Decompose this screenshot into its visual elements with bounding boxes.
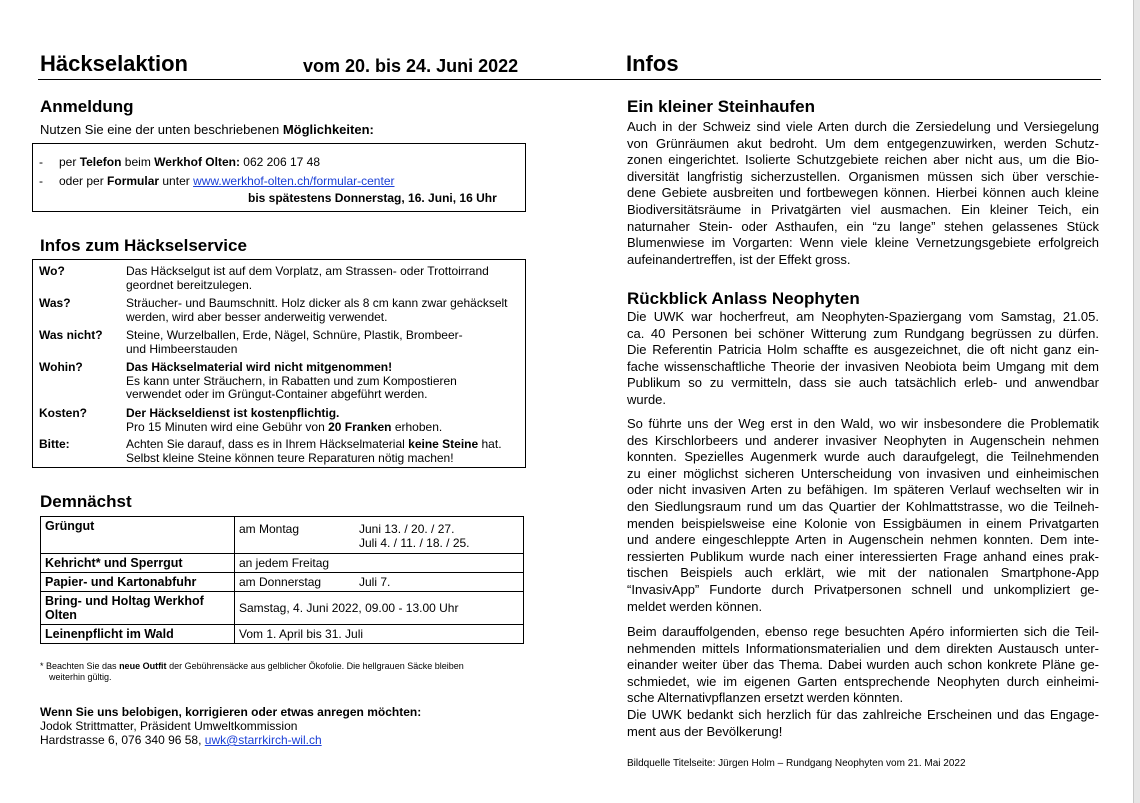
footnote-cont: weiterhin gültig. bbox=[49, 672, 112, 682]
page-edge bbox=[1134, 0, 1140, 803]
schedule-row-leinenpflicht: Leinenpflicht im Wald Vom 1. April bis 31. Juli bbox=[41, 625, 524, 644]
schedule-row-papier: Papier- und Kartonabfuhr am Donnerstag Juli 7. bbox=[41, 573, 524, 592]
anmeldung-box bbox=[32, 143, 526, 212]
deadline: bis spätestens Donnerstag, 16. Juni, 16 Uhr bbox=[248, 191, 497, 205]
main-title: Häckselaktion bbox=[40, 51, 188, 76]
image-credit: Bildquelle Titelseite: Jürgen Holm – Rundgang Neophyten vom 21. Mai 2022 bbox=[627, 758, 966, 769]
contact-email-link[interactable]: uwk@starrkirch-wil.ch bbox=[204, 733, 322, 747]
form-link[interactable]: www.werkhof-olten.ch/formular-center bbox=[193, 174, 395, 188]
rueckblick-p1: Die UWK war hocherfreut, am Neophyten-Spaziergang vom Samstag, 21.05. ca. 40 Personen bei schöner Witterung zum Rundgang begrüssen zu dürfen. Die Referentin Patricia Holm schaffte es ausgezeichnet, die oft nicht ganz ein- fache wissenschaftliche Theorie der invasiven Neobiota beim Umgang mit dem Publikum so zu vermitteln, dass sie auch tatsächlich erleb- und anwendbar wurde. bbox=[627, 309, 1099, 407]
header-rule bbox=[38, 79, 1101, 80]
anmeldung-heading: Anmeldung bbox=[40, 97, 134, 116]
form-option: oder per Formular unter www.werkhof-olten.ch/formular-center bbox=[59, 174, 395, 188]
service-table: Wo? Das Häckselgut ist auf dem Vorplatz, am Strassen- oder Trottoirrand geordnet bereitzulegen. Was? Sträucher- und Baumschnitt. Holz dicker als 8 cm kann zwar gehäckselt werden, wird aber besser anderweitig verwendet. Was nicht? Steine, Wurzelballen, Erde, Nägel, Schnüre, Plastik, Brombeer- und Himbeerstauden Wohin? Das Häckselmaterial wird nicht mitgenommen! Es kann unter Sträuchern, in Rabatten und zum Kompostieren verwendet oder im Grüngut-Container abgeführt werden. Kosten? Der Häckseldienst ist kostenpflichtig. Pro 15 Minuten wird eine Gebühr von 20 Franken erhoben. Bitte: Achten Sie darauf, dass es in Ihrem Häckselmaterial keine Steine hat. Selbst kleine Steine können teure Reparaturen nötig machen! bbox=[32, 259, 526, 468]
bullet: - bbox=[39, 155, 43, 169]
rueckblick-p3: Beim darauffolgenden, ebenso rege besuchten Apéro informierten sich die Teil- nehmenden mittels Informationsmaterialien und dem direkten Austausch unter- einander weiter über das Thema. Dabei wurden auch schon konkrete Pläne ge- schmiedet, wie im eigenen Garten entsprechende Neophyten durch einheimi- sche Alternativpflanzen ersetzt werden könnten. Die UWK bedankt sich herzlich für das zahlreiche Erscheinen und das Engage- ment aus der Bevölkerung! bbox=[627, 624, 1099, 739]
date-range: vom 20. bis 24. Juni 2022 bbox=[303, 56, 519, 76]
steinhaufen-heading: Ein kleiner Steinhaufen bbox=[627, 97, 815, 116]
rueckblick-heading: Rückblick Anlass Neophyten bbox=[627, 289, 860, 308]
bullet: - bbox=[39, 174, 43, 188]
contact-name: Jodok Strittmatter, Präsident Umweltkommission bbox=[40, 719, 298, 733]
phone-option: per Telefon beim Werkhof Olten: 062 206 17 48 bbox=[59, 155, 321, 169]
schedule-row-kehricht: Kehricht* und Sperrgut an jedem Freitag bbox=[41, 554, 524, 573]
demnaechst-heading: Demnächst bbox=[40, 492, 132, 511]
steinhaufen-text: Auch in der Schweiz sind viele Arten durch die Zersiedelung und Versiegelung von Grünräumen akut bedroht. Um dem entgegenzuwirken, werden Schutz- zonen eingerichtet. Isolierte Schutzgebiete reichen aber nicht aus, um die Bio- diversität langfristig sicherzustellen. Organismen müssen sich über verschie- dene Gebiete ausbreiten und fortbewegen können. Hierbei können auch kleine Biodiversitätsräume in Privatgärten viel ausmachen. Ein kleiner Teich, ein naturnaher Stein- oder Asthaufen, ein “zu lange” stehen gelassenes Stück Blumenwiese im Vorgarten: Wenn viele kleine Vernetzungsgebiete erfolgreich aufeinandertreffen, ist der Effekt gross. bbox=[627, 119, 1099, 267]
footnote: * Beachten Sie das neue Outfit der Gebührensäcke aus gelblicher Ökofolie. Die hellgrauen Säcke bleiben bbox=[40, 661, 464, 671]
service-heading: Infos zum Häckselservice bbox=[40, 236, 247, 255]
infos-title: Infos bbox=[626, 51, 679, 76]
contact-intro: Wenn Sie uns belobigen, korrigieren oder etwas anregen möchten: bbox=[40, 705, 422, 719]
schedule-table bbox=[40, 516, 524, 644]
rueckblick-p2: So führte uns der Weg erst in den Wald, wo wir insbesondere die Problematik des Kirschlorbeers und anderer invasiver Neophyten in Augenschein nehmen konnten. Spezielles Augenmerk wurde auch daraufgelegt, die Teilnehmenden zu einer möglichst sicheren Unterscheidung von invasiven und einheimischen oder nicht invasiven Arten zu befähigen. Im späteren Verlauf wechselten wir in den Siedlungsraum rund um das Quartier der Kohlmattstrasse, wo die Teilneh- menden beispielsweise eine Kolonie von Essigbäumen in einem Privatgarten und andere eingeschleppte Arten in Augenschein nehmen konnten. Dem inte- ressierten Publikum wurde nach einer interessierten Frage anhand eines prak- tischen Beispiels auch erklärt, wie mit der nationalen Smartphone-App “InvasivApp” Fundorte durch Privatpersonen schnell und unkompliziert ge- meldet werden können. bbox=[627, 416, 1099, 614]
anmeldung-intro: Nutzen Sie eine der unten beschriebenen Möglichkeiten: bbox=[40, 122, 374, 137]
schedule-row-bringtag: Bring- und Holtag Werkhof Olten Samstag, 4. Juni 2022, 09.00 - 13.00 Uhr bbox=[41, 592, 524, 625]
schedule-row-gruengut: Grüngut am Montag Juni 13. / 20. / 27. Juli 4. / 11. / 18. / 25. bbox=[41, 517, 524, 554]
contact-address: Hardstrasse 6, 076 340 96 58, uwk@starrkirch-wil.ch bbox=[40, 733, 322, 747]
